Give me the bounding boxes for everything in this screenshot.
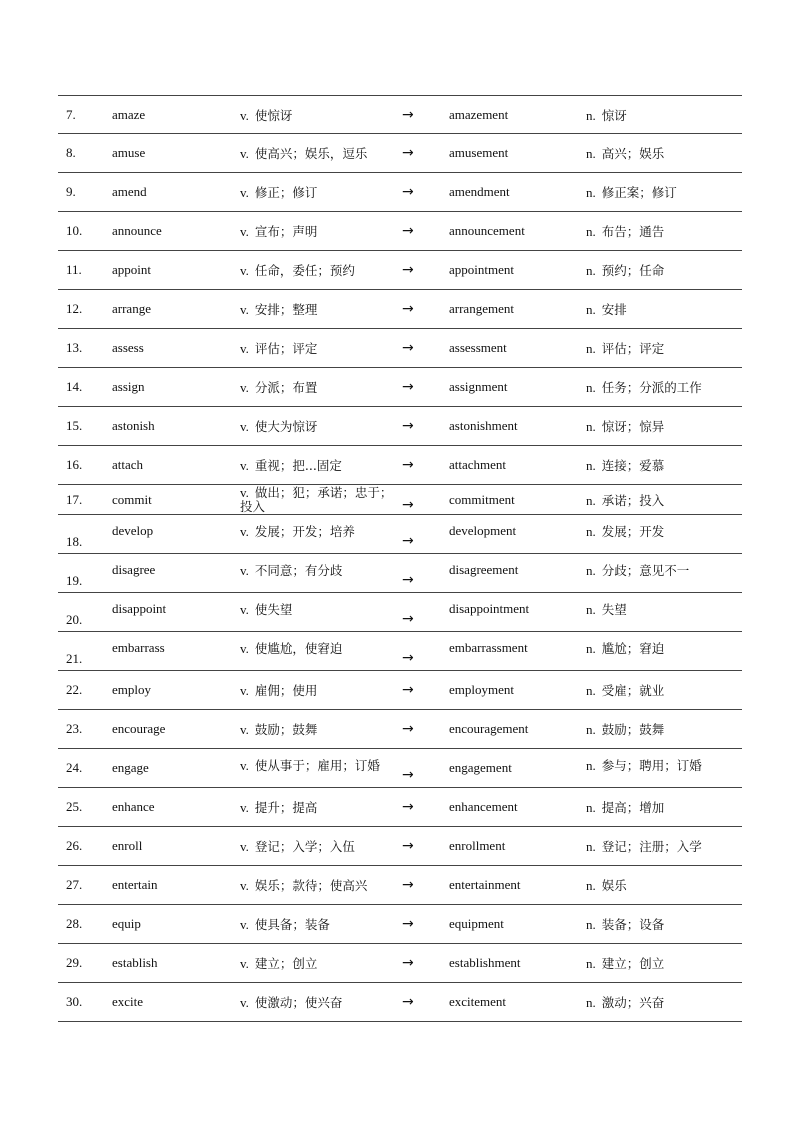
- right-arrow-icon: →: [402, 571, 414, 588]
- row-number: 23.: [66, 721, 83, 736]
- right-arrow-icon: →: [402, 877, 414, 893]
- verb-pos: v.: [240, 800, 249, 815]
- noun-meaning-text: 装备；设备: [601, 917, 665, 932]
- noun-pos: n.: [586, 458, 596, 473]
- row-number: 10.: [66, 223, 83, 238]
- verb-meaning: [240, 639, 342, 657]
- verb-meaning-text: 分派；布置: [254, 380, 318, 395]
- verb-pos: v.: [240, 956, 249, 971]
- noun-meaning: [586, 222, 664, 240]
- verb-pos: v.: [240, 380, 249, 395]
- verb-meaning-text: 使从事于；雇用；订婚: [254, 757, 380, 773]
- verb-meaning-text: 使尴尬，使窘迫: [254, 640, 343, 656]
- verb-word: excite: [112, 994, 144, 1009]
- verb-pos: v.: [240, 224, 249, 239]
- noun-meaning: [586, 600, 627, 618]
- noun-meaning-text: 布告；通告: [601, 224, 665, 239]
- verb-word: embarrass: [112, 639, 165, 655]
- noun-meaning-text: 提高；增加: [601, 800, 665, 815]
- verb-meaning: [240, 417, 317, 435]
- noun-word: enrollment: [449, 838, 506, 853]
- verb-meaning: [240, 378, 317, 396]
- verb-pos: v.: [240, 302, 249, 317]
- verb-pos: v.: [240, 185, 249, 200]
- noun-word: arrangement: [449, 301, 514, 316]
- right-arrow-icon: →: [402, 721, 414, 737]
- noun-pos: n.: [586, 263, 596, 278]
- row-number: 27.: [66, 877, 83, 892]
- noun-meaning-text: 预约；任命: [601, 263, 665, 278]
- verb-meaning-text: 使大为惊讶: [254, 419, 318, 434]
- table-row: [58, 407, 742, 446]
- noun-word: disagreement: [449, 561, 519, 577]
- verb-meaning: [240, 106, 292, 124]
- verb-meaning-text: 登记；入学；入伍: [254, 839, 355, 854]
- noun-meaning-text: 建立；创立: [601, 956, 665, 971]
- verb-meaning: [240, 600, 292, 618]
- verb-meaning-text: 使失望: [254, 601, 293, 617]
- row-number: 20.: [66, 611, 83, 627]
- noun-meaning: [586, 681, 664, 699]
- verb-pos: v.: [240, 263, 249, 278]
- noun-word: disappointment: [449, 600, 530, 616]
- verb-meaning: [240, 681, 317, 699]
- verb-word: appoint: [112, 262, 151, 277]
- noun-pos: n.: [586, 302, 596, 317]
- noun-word: amusement: [449, 145, 509, 160]
- verb-meaning: [240, 183, 317, 201]
- right-arrow-icon: →: [402, 994, 414, 1010]
- noun-meaning-text: 承诺；投入: [601, 492, 665, 508]
- table-row: [58, 446, 742, 485]
- table-row: [58, 251, 742, 290]
- row-number: 25.: [66, 799, 83, 814]
- verb-word: assign: [112, 379, 145, 394]
- row-number: 21.: [66, 650, 83, 666]
- verb-meaning-text: 鼓励；鼓舞: [254, 722, 318, 737]
- verb-meaning: [240, 954, 317, 972]
- noun-pos: n.: [586, 956, 596, 971]
- verb-meaning: [240, 339, 317, 357]
- verb-pos: v.: [240, 419, 249, 434]
- noun-meaning-text: 修正案；修订: [601, 185, 677, 200]
- noun-meaning: [586, 417, 664, 435]
- noun-word: embarrassment: [449, 639, 528, 655]
- table-row: [58, 485, 742, 515]
- table-row: [58, 134, 742, 173]
- verb-meaning: [240, 756, 380, 774]
- verb-word: encourage: [112, 721, 166, 736]
- verb-meaning: [240, 561, 342, 579]
- noun-word: astonishment: [449, 418, 518, 433]
- verb-pos: v.: [240, 640, 249, 656]
- right-arrow-icon: →: [402, 916, 414, 932]
- right-arrow-icon: →: [402, 223, 414, 239]
- verb-meaning: [240, 720, 317, 738]
- noun-word: assignment: [449, 379, 508, 394]
- verb-word: equip: [112, 916, 141, 931]
- row-number: 9.: [66, 184, 76, 199]
- noun-meaning: [586, 183, 677, 201]
- noun-pos: n.: [586, 800, 596, 815]
- noun-word: engagement: [449, 760, 512, 775]
- verb-word: establish: [112, 955, 158, 970]
- row-number: 11.: [66, 262, 82, 277]
- verb-meaning-text: 使高兴；娱乐，逗乐: [254, 146, 368, 161]
- verb-meaning-text: 评估；评定: [254, 341, 318, 356]
- noun-pos: n.: [586, 601, 596, 617]
- table-row: [58, 905, 742, 944]
- noun-meaning: [586, 756, 702, 774]
- verb-pos: v.: [240, 995, 249, 1010]
- table-row: [58, 749, 742, 788]
- verb-word: attach: [112, 457, 144, 472]
- noun-meaning: [586, 491, 664, 509]
- noun-word: encouragement: [449, 721, 529, 736]
- noun-pos: n.: [586, 683, 596, 698]
- noun-word: announcement: [449, 223, 525, 238]
- verb-meaning: [240, 915, 330, 933]
- noun-meaning-text: 娱乐: [601, 878, 627, 893]
- noun-meaning: [586, 261, 664, 279]
- table-row: [58, 827, 742, 866]
- noun-meaning-text: 参与；聘用；订婚: [601, 757, 702, 773]
- row-number: 16.: [66, 457, 83, 472]
- row-number: 29.: [66, 955, 83, 970]
- noun-word: appointment: [449, 262, 514, 277]
- verb-meaning: [240, 222, 317, 240]
- noun-pos: n.: [586, 224, 596, 239]
- noun-pos: n.: [586, 640, 596, 656]
- noun-pos: n.: [586, 523, 596, 539]
- verb-word: enroll: [112, 838, 143, 853]
- row-number: 19.: [66, 572, 83, 588]
- verb-word: commit: [112, 491, 152, 507]
- verb-word: entertain: [112, 877, 158, 892]
- noun-word: equipment: [449, 916, 504, 931]
- verb-pos: v.: [240, 341, 249, 356]
- noun-pos: n.: [586, 107, 596, 123]
- table-row: [58, 866, 742, 905]
- noun-word: employment: [449, 682, 514, 697]
- verb-meaning: [240, 522, 355, 540]
- verb-meaning: [240, 798, 317, 816]
- noun-word: establishment: [449, 955, 521, 970]
- row-number: 14.: [66, 379, 83, 394]
- noun-pos: n.: [586, 878, 596, 893]
- noun-meaning: [586, 456, 664, 474]
- verb-word: arrange: [112, 301, 151, 316]
- table-row: [58, 671, 742, 710]
- verb-pos: v.: [240, 458, 249, 473]
- noun-pos: n.: [586, 492, 596, 508]
- verb-word: astonish: [112, 418, 155, 433]
- noun-meaning: [586, 837, 702, 855]
- right-arrow-icon: →: [402, 682, 414, 698]
- right-arrow-icon: →: [402, 496, 414, 513]
- verb-meaning-text: 雇佣；使用: [254, 683, 318, 698]
- table-row: [58, 710, 742, 749]
- verb-meaning-text: 发展；开发；培养: [254, 523, 355, 539]
- noun-meaning-text: 惊讶: [601, 107, 627, 123]
- verb-pos: v.: [240, 839, 249, 854]
- noun-meaning: [586, 639, 664, 657]
- row-number: 22.: [66, 682, 83, 697]
- noun-meaning: [586, 915, 664, 933]
- row-number: 24.: [66, 760, 83, 775]
- noun-pos: n.: [586, 380, 596, 395]
- verb-meaning-text: 建立；创立: [254, 956, 318, 971]
- table-row: [58, 96, 742, 134]
- verb-pos: v.: [240, 601, 249, 617]
- verb-meaning-text: 修正；修订: [254, 185, 318, 200]
- vocabulary-table: [58, 95, 742, 1022]
- table-row: [58, 290, 742, 329]
- noun-word: enhancement: [449, 799, 518, 814]
- noun-meaning: [586, 993, 664, 1011]
- noun-meaning: [586, 300, 627, 318]
- right-arrow-icon: →: [402, 532, 414, 549]
- verb-word: develop: [112, 522, 154, 538]
- noun-pos: n.: [586, 917, 596, 932]
- verb-pos: v.: [240, 146, 249, 161]
- noun-word: excitement: [449, 994, 507, 1009]
- noun-meaning-text: 安排: [601, 302, 627, 317]
- table-row: [58, 173, 742, 212]
- noun-meaning-text: 激动；兴奋: [601, 995, 665, 1010]
- right-arrow-icon: →: [402, 955, 414, 971]
- table-row: [58, 554, 742, 593]
- row-number: 28.: [66, 916, 83, 931]
- row-number: 18.: [66, 533, 83, 549]
- table-row: [58, 944, 742, 983]
- verb-meaning: [240, 486, 395, 514]
- verb-word: assess: [112, 340, 144, 355]
- verb-word: disappoint: [112, 600, 167, 616]
- row-number: 12.: [66, 301, 83, 316]
- verb-meaning-text: 使激动；使兴奋: [254, 995, 343, 1010]
- verb-pos: v.: [240, 722, 249, 737]
- table-row: [58, 329, 742, 368]
- verb-meaning: [240, 261, 355, 279]
- noun-meaning-text: 失望: [601, 601, 627, 617]
- noun-word: entertainment: [449, 877, 521, 892]
- verb-meaning-text: 使惊讶: [254, 107, 293, 123]
- row-number: 15.: [66, 418, 83, 433]
- verb-meaning: [240, 300, 317, 318]
- verb-word: enhance: [112, 799, 155, 814]
- verb-pos: v.: [240, 917, 249, 932]
- verb-word: amaze: [112, 106, 146, 122]
- noun-meaning-text: 分歧；意见不一: [601, 562, 690, 578]
- verb-word: amuse: [112, 145, 146, 160]
- right-arrow-icon: →: [402, 457, 414, 473]
- noun-pos: n.: [586, 757, 596, 773]
- verb-meaning-text: 重视；把...固定: [254, 458, 342, 473]
- noun-word: amendment: [449, 184, 510, 199]
- verb-word: amend: [112, 184, 147, 199]
- verb-meaning-text: 宣布；声明: [254, 224, 318, 239]
- verb-meaning: [240, 876, 367, 894]
- row-number: 8.: [66, 145, 76, 160]
- noun-word: development: [449, 522, 517, 538]
- noun-word: assessment: [449, 340, 507, 355]
- row-number: 26.: [66, 838, 83, 853]
- verb-pos: v.: [240, 484, 249, 500]
- noun-meaning-text: 受雇；就业: [601, 683, 665, 698]
- noun-meaning: [586, 876, 627, 894]
- verb-pos: v.: [240, 878, 249, 893]
- right-arrow-icon: →: [402, 301, 414, 317]
- table-row: [58, 788, 742, 827]
- verb-word: engage: [112, 760, 149, 775]
- noun-meaning-text: 鼓励；鼓舞: [601, 722, 665, 737]
- right-arrow-icon: →: [402, 145, 414, 161]
- right-arrow-icon: →: [402, 340, 414, 356]
- verb-pos: v.: [240, 523, 249, 539]
- verb-meaning-text: 任命，委任；预约: [254, 263, 355, 278]
- noun-meaning: [586, 339, 664, 357]
- noun-pos: n.: [586, 419, 596, 434]
- right-arrow-icon: →: [402, 649, 414, 666]
- verb-pos: v.: [240, 683, 249, 698]
- table-row: [58, 593, 742, 632]
- noun-word: commitment: [449, 491, 515, 507]
- noun-meaning-text: 登记；注册；入学: [601, 839, 702, 854]
- noun-meaning-text: 尴尬；窘迫: [601, 640, 665, 656]
- right-arrow-icon: →: [402, 766, 414, 783]
- noun-word: amazement: [449, 106, 509, 122]
- verb-meaning-text: 不同意；有分歧: [254, 562, 343, 578]
- right-arrow-icon: →: [402, 418, 414, 434]
- noun-meaning: [586, 106, 627, 124]
- right-arrow-icon: →: [402, 106, 414, 123]
- noun-meaning-text: 惊讶；惊异: [601, 419, 665, 434]
- verb-meaning-text: 娱乐；款待；使高兴: [254, 878, 368, 893]
- right-arrow-icon: →: [402, 379, 414, 395]
- noun-pos: n.: [586, 185, 596, 200]
- row-number: 13.: [66, 340, 83, 355]
- right-arrow-icon: →: [402, 799, 414, 815]
- noun-pos: n.: [586, 722, 596, 737]
- verb-pos: v.: [240, 107, 249, 123]
- table-row: [58, 983, 742, 1022]
- table-row: [58, 368, 742, 407]
- noun-meaning-text: 发展；开发: [601, 523, 665, 539]
- noun-meaning: [586, 720, 664, 738]
- verb-pos: v.: [240, 562, 249, 578]
- noun-meaning-text: 高兴；娱乐: [601, 146, 665, 161]
- row-number: 30.: [66, 994, 83, 1009]
- noun-meaning: [586, 954, 664, 972]
- verb-meaning-text: 安排；整理: [254, 302, 318, 317]
- verb-word: disagree: [112, 561, 156, 577]
- table-row: [58, 212, 742, 251]
- noun-pos: n.: [586, 995, 596, 1010]
- verb-meaning: [240, 993, 342, 1011]
- table-row: [58, 515, 742, 554]
- right-arrow-icon: →: [402, 838, 414, 854]
- noun-pos: n.: [586, 341, 596, 356]
- noun-meaning: [586, 798, 664, 816]
- verb-meaning-text: 使具备；装备: [254, 917, 330, 932]
- noun-meaning-text: 评估；评定: [601, 341, 665, 356]
- right-arrow-icon: →: [402, 262, 414, 278]
- verb-meaning: [240, 837, 355, 855]
- table-row: [58, 632, 742, 671]
- row-number: 7.: [66, 106, 76, 122]
- verb-meaning-text: 提升；提高: [254, 800, 318, 815]
- verb-pos: v.: [240, 757, 249, 773]
- verb-word: announce: [112, 223, 162, 238]
- noun-pos: n.: [586, 839, 596, 854]
- verb-meaning: [240, 144, 367, 162]
- verb-meaning: [240, 456, 342, 474]
- row-number: 17.: [66, 491, 83, 507]
- noun-meaning-text: 任务；分派的工作: [601, 380, 702, 395]
- verb-word: employ: [112, 682, 151, 697]
- right-arrow-icon: →: [402, 184, 414, 200]
- noun-pos: n.: [586, 562, 596, 578]
- noun-meaning-text: 连接；爱慕: [601, 458, 665, 473]
- right-arrow-icon: →: [402, 610, 414, 627]
- noun-meaning: [586, 144, 664, 162]
- noun-meaning: [586, 561, 689, 579]
- noun-pos: n.: [586, 146, 596, 161]
- noun-word: attachment: [449, 457, 507, 472]
- noun-meaning: [586, 378, 702, 396]
- verb-meaning-text: 做出；犯；承诺；忠于；投入: [240, 484, 393, 514]
- noun-meaning: [586, 522, 664, 540]
